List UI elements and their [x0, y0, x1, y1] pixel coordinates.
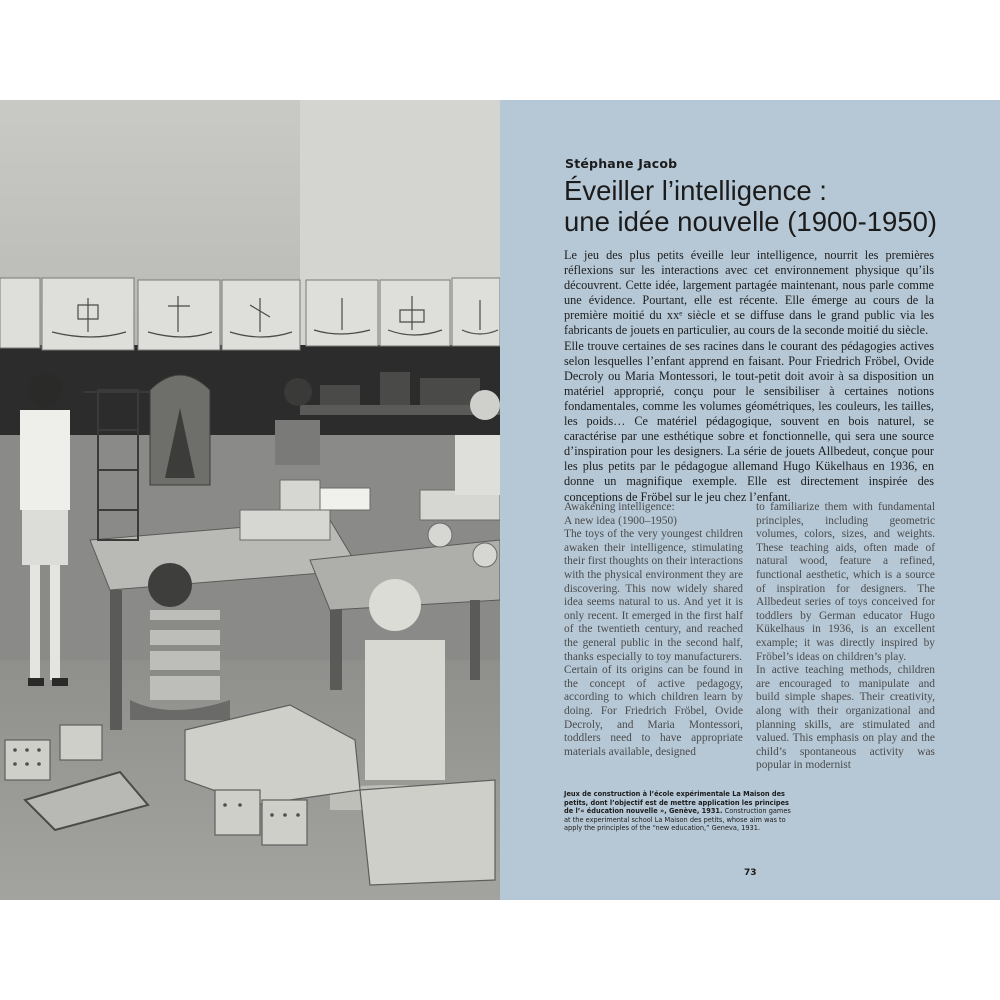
- chapter-title: [564, 175, 964, 237]
- french-paragraph: Elle trouve certaines de ses racines dans le courant des pédagogies actives selon lesquelles l’enfant apprend en faisant. Pour Friedrich Fröbel, Ovide Decroly ou Maria Montessori, le tout-petit doit avoir à sa disposition un matériel approprié, conçu pour le sensibiliser à certaines notions fondamentales, comme les volumes géométriques, les couleurs, les tailles, les poids… Ce matériel pédagogique, souvent en bois naturel, se caractérise par une esthétique sobre et fonctionnelle, qui sera une source d’inspiration pour les designers. La série de jouets Allbedeut, conçue pour les plus petits par le pédagogue allemand Hugo Kükelhaus en 1936, en donne un magnifique exemple. Elle est directement inspirée des conceptions de Fröbel sur le jeu chez l’enfant.: [564, 338, 934, 504]
- english-column-1: [564, 501, 743, 759]
- english-heading-line-2: A new idea (1900–1950): [564, 514, 677, 527]
- english-column-2: [756, 501, 935, 773]
- french-body-text: [564, 248, 934, 505]
- page-number: 73: [744, 868, 757, 878]
- author-name: Stéphane Jacob: [565, 156, 678, 171]
- chapter-title-line-1: Éveiller l’intelligence :: [564, 175, 827, 206]
- photo-caption-english: Construction games at the experimental school La Maison des petits, whose aim was to apply the principles of the “new education,” Geneva, 1931.: [564, 807, 791, 833]
- french-paragraph: Le jeu des plus petits éveille leur intelligence, nourrit les premières réflexions sur les interactions avec cet environnement physique qu’ils découvrent. Cette idée, largement partagée maintenant, nous parle comme une évidence. Pourtant, elle est récente. Elle émerge au cours de la première moitié du xxᵉ siècle et se diffuse dans le grand public via les fabricants de jouets en particulier, au cours de la seconde moitié du siècle.: [564, 248, 934, 338]
- english-heading-line-1: Awakening intelligence:: [564, 501, 675, 513]
- english-paragraph: In active teaching methods, children are encouraged to manipulate and build simple shapes. Their creativity, along with their organizational and planning skills, are stimulated and valued. This emphasis on play and the child’s spontaneous activity was popular in modernist: [756, 664, 935, 772]
- book-spread: [0, 100, 1000, 900]
- english-paragraph: to familiarize them with fundamental principles, including geometric volumes, colors, sizes, and weights. These teaching aids, often made of natural wood, feature a refined, functional aesthetic, which is a source of inspiration for designers. The Allbedeut series of toys conceived for toddlers by German educator Hugo Kükelhaus in 1936, is an excellent example; it was directly inspired by Fröbel’s ideas on children’s play.: [756, 501, 935, 663]
- chapter-title-line-2: une idée nouvelle (1900-1950): [564, 206, 938, 237]
- classroom-photo: [0, 100, 500, 900]
- photo-caption: [564, 790, 799, 833]
- english-paragraph: Certain of its origins can be found in the concept of active pedagogy, according to which children learn by doing. For Friedrich Fröbel, Ovide Decroly, and Maria Montessori, toddlers need to have appropriate materials available, designed: [564, 664, 743, 758]
- photo-caption-french: Jeux de construction à l’école expérimentale La Maison des petits, dont l’objectif est de mettre application les principes de l’« éducation nouvelle », Genève, 1931.: [564, 790, 789, 816]
- classroom-photo-illustration: [0, 100, 500, 900]
- english-paragraph: The toys of the very youngest children awaken their intelligence, stimulating their first thoughts on their interactions with the physical environment they are discovering. This now widely shared idea seems natural to us. And yet it is only recent. It emerged in the first half of the twentieth century, and reached the general public in the second half, thanks especially to toy manufacturers.: [564, 528, 743, 663]
- text-page: [500, 100, 1000, 900]
